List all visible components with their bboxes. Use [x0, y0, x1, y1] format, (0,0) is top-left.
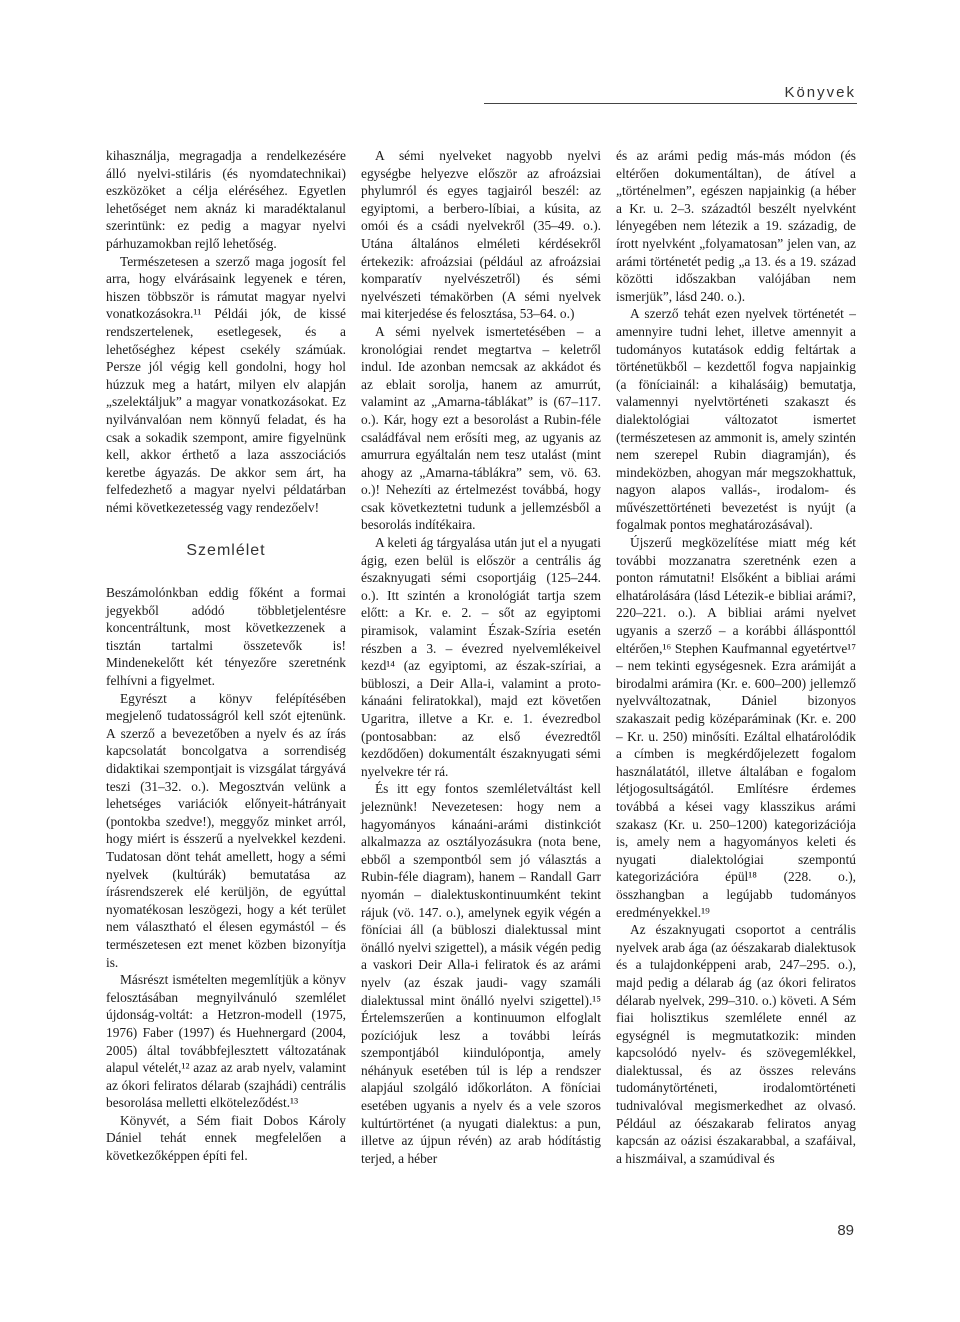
paragraph: És itt egy fontos szemléletváltást kell jeleznünk! Nevezetesen: hogy nem a hagyományos kánaáni-arámi distinkciót alkalmazza az osztályozásukra (nota bene, ebből a szempontból sem jó választás a Rubin-féle diagram), hanem – Randall Garr nyomán – dialektuskontinuumként tekint rájuk (vö. 147. o.), amelynek egyik végén a föníciai áll (a bübloszi dialektussal mint önálló nyelvi szigettel), a másik végén pedig a vaskori Deir Alla-i feliratok és az arámi nyelv (az észak jaudi- vagy szamáli dialektussal mint önálló nyelvi szigettel).¹⁵ Értelemszerűen a kontinuumon elfoglalt pozíciójuk lesz a további leírás szempontjából kiindulópontja, amely néhányuk esetében túl is lép a rendszer alapjául szolgáló időkorláton. A föníciai esetében ugyanis a nyelv és a vele szoros kultúrtörténet (a nyugati dialektus: a pun, illetve az újpun révén) az arab hódítástig terjed, a héber	[361, 781, 601, 1166]
paragraph: Az északnyugati csoportot a centrális nyelvek arab ága (az óészakarab dialektusok és a tulajdonképpeni arab, 247–295. o.), majd pedig a délarab ág (az ókori feliratos délarab nyelvek, 299–310. o.) követi. A Sém fiai holisztikus szemlélete ennél az egységnél is megmutatkozik: minden kapcsolódó nyelv- és szövegemlékkel, dialektussal, és az összes releváns tudománytörténeti, irodalomtörténeti tudnivalóval megismerkedhet az olvasó. Például az óészakarab feliratos anyag kapcsán az oázisi északarabbal, a szafáival, a hiszmáival, a szamúdival és	[616, 922, 856, 1166]
header-rule	[484, 103, 857, 104]
paragraph: Egyrészt a könyv felépítésében megjelenő tudatosságról kell szót ejtenünk. A szerző a bevezetőben a nyelv és az írás kapcsolatát boncolgatva a sorrendiség didaktikai szempontjait is vizsgálat tárgyává teszi (31–32. o.). Megosztván velünk a lehetséges variációk előnyeit-hátrányait (pontokba szedve!), meggyőz minket arról, hogy miért is ésszerű a nyelvekkel kezdeni. Tudatosan dönt tehát amellett, hogy a sémi nyelvek (kultúrák) bemutatása az írásrendszerek elé kerüljön, de egyúttal nyomatékosan leszögezi, hogy a két terület nem választható el élesen egymástól – és természetesen ezt menet közben bizonyítja is.	[106, 690, 346, 970]
paragraph: A sémi nyelveket nagyobb nyelvi egységbe helyezve először az afroázsiai phylumról és egyes tagjairól beszél: az egyiptomi, a berbero-líbiai, a kúsita, az omói és a csádi nyelvekről (35–49. o.). Utána általános elméleti kérdésekről értekezik: afroázsiai (például az afroázsiai komparatív nyelvészetről) és sémi nyelvészeti témakörben (A sémi nyelvek mai kiterjedése és felosztása, 53–64. o.)	[361, 148, 601, 322]
text-column-1	[106, 147, 346, 1165]
paragraph: Újszerű megközelítése miatt még két további mozzanatra szeretnénk ezen a ponton rámutatni! Elsőként a bibliai arámi elhatárolására (lásd Létezik-e bibliai arámi?, 220–221. o.). A bibliai arámi nyelvet ugyanis a szerző – a korábbi állásponttól eltérően,¹⁶ Stephen Kaufmannal egyetértve¹⁷ – nem tekinti egységesnek. Ezra arámiját a birodalmi arámira (Kr. e. 600–200) jellemző nyelvváltozatnak, Dániel bizonyos szakaszait pedig középaráminak (Kr. e. 200 – Kr. u. 250) minősíti. Ezáltal elhatárolódik a címben is megkérdőjelezett fogalom használatától, illetve általában e fogalom létjogosultságától. Említésre érdemes továbbá a kései vagy klasszikus arámi szakasz (Kr. u. 250–1200) kategorizációja is, amely nem a hagyományos keleti és nyugati dialektológiai szempontú kategorizációra épül¹⁸ (228. o.), összhangban a legújabb tudományos eredményekkel.¹⁹	[616, 535, 856, 920]
page-number: 89	[837, 1222, 854, 1239]
paragraph: A szerző tehát ezen nyelvek történetét – amennyire tudni lehet, illetve amennyit a tudományos kutatások eddig feltártak a történetükből – kezdettől fogva napjainkig (a föníciainál: a kihalásáig) bemutatja, valamennyi nyelvtörténeti szakaszt és dialektológiai változatot ismertet (természetesen az ammonit is, amely szintén nem szerepel Rubin diagramján), és mindeközben, ahogyan már megszokhattuk, nagyon alapos vallás-, irodalom- és művészettörténeti bevezetést is nyújt (a fogalmak pontos meghatározásával).	[616, 306, 856, 533]
running-head: Könyvek	[784, 84, 856, 101]
paragraph: Könyvét, a Sém fiait Dobos Károly Dániel tehát ennek megfelelően a következőképpen építi fel.	[106, 1112, 346, 1164]
section-heading: Szemlélet	[186, 542, 266, 560]
paragraph: Természetesen a szerző maga jogosít fel arra, hogy elvárásaink legyenek e téren, hiszen többször is rámutat magyar nyelvi vonatkozásokra.¹¹ Példái jók, de kissé rendszertelenek, esetlegesek, és a lehetőséghez képest csekély számúak. Persze jól végig kell gondolni, hogy hol húzzuk meg a határt, milyen elv alapján „szelektáljuk” a magyar vonatkozásokat. Ez nyilvánvalóan nem könnyű feladat, és ha csak a sokadik szempont, amire figyelnünk kell, akkor érthető a laza asszociációs keretbe ágyazás. De akkor sem árt, ha felfedezhető a magyar nyelvi példatárban némi következetesség vagy rendezőelv!	[106, 253, 346, 515]
paragraph: kihasználja, megragadja a rendelkezésére álló nyelvi-stiláris (és nyomdatechnikai) eszközöket a célja eléréséhez. Egyetlen lehetőséget nem aknáz ki maradéktalanul szerintünk: ez pedig a magyar nyelvi párhuzamokban rejlő lehetőség.	[106, 148, 346, 251]
paragraph: és az arámi pedig más-más módon (és eltérően dokumentáltan), de átível a „történelmen”, egészen napjainkig (a héber a Kr. u. 2–3. századtól beszélt nyelvként lényegében nem létezik a 19. századig, de írott nyelvként „folyamatosan” jelen van, az arámi történetét pedig „a 13. és a 19. század közötti időszakban valójában nem ismerjük”, lásd 240. o.).	[616, 148, 856, 304]
paragraph: A sémi nyelvek ismertetésében – a kronológiai rendet megtartva – keletről indul. Ide azonban nemcsak az akkádot és az eblait sorolja, hanem az amurrút, valamint az „Amarna-táblákat” is (67–117. o.). Kár, hogy ezt a besorolást a Rubin-féle családfával nem erősíti meg, az ugyanis az amurrura egyáltalán nem tesz utalást (mint ahogy az „Amarna-táblákra” sem, vö. 63. o.)! Nehezíti az értelmezést továbbá, hogy csak következtetni tudunk a jellemzésből a besorolás indítékaira.	[361, 323, 601, 533]
text-column-3	[616, 147, 856, 1167]
paragraph: A keleti ág tárgyalása után jut el a nyugati ágig, ezen belül is először a centrális ág északnyugati sémi csoportjáig (125–244. o.). Itt szintén a kronológiát tartja szem előtt: a Kr. e. 2. – sőt az egyiptomi piramisok, valamint Észak-Szíria esetén részben a 3. – évezred nyelvemlékeivel kezd¹⁴ (az egyiptomi, az észak-szíriai, a bübloszi, a Deir Alla-i, valamint a proto-kánaáni feliratokkal), majd ezt követően Ugaritra, illetve a Kr. e. 1. évezredbol (pontosabban: az első évezredtől kezdődően) dokumentált északnyugati sémi nyelvekre tér rá.	[361, 535, 601, 779]
text-column-2	[361, 147, 601, 1167]
paragraph: Beszámolónkban eddig főként a formai jegyekből adódó többletjelentésre koncentráltunk, most következzenek a tisztán tartalmi összetevők is! Mindenekelőtt két tényezőre szeretnénk felhívni a figyelmet.	[106, 585, 346, 689]
paragraph: Másrészt ismételten megemlítjük a könyv felosztásában megnyilvánuló szemlélet újdonság-voltát: a Hetzron-modell (1975, 1976) Faber (1997) és Huehnergard (2004, 2005) által továbbfejlesztett változatának alapul vételét,¹² azaz az arab nyelv, valamint az ókori feliratos délarab (szajhádi) centrális besorolása melletti elköteleződést.¹³	[106, 972, 346, 1111]
